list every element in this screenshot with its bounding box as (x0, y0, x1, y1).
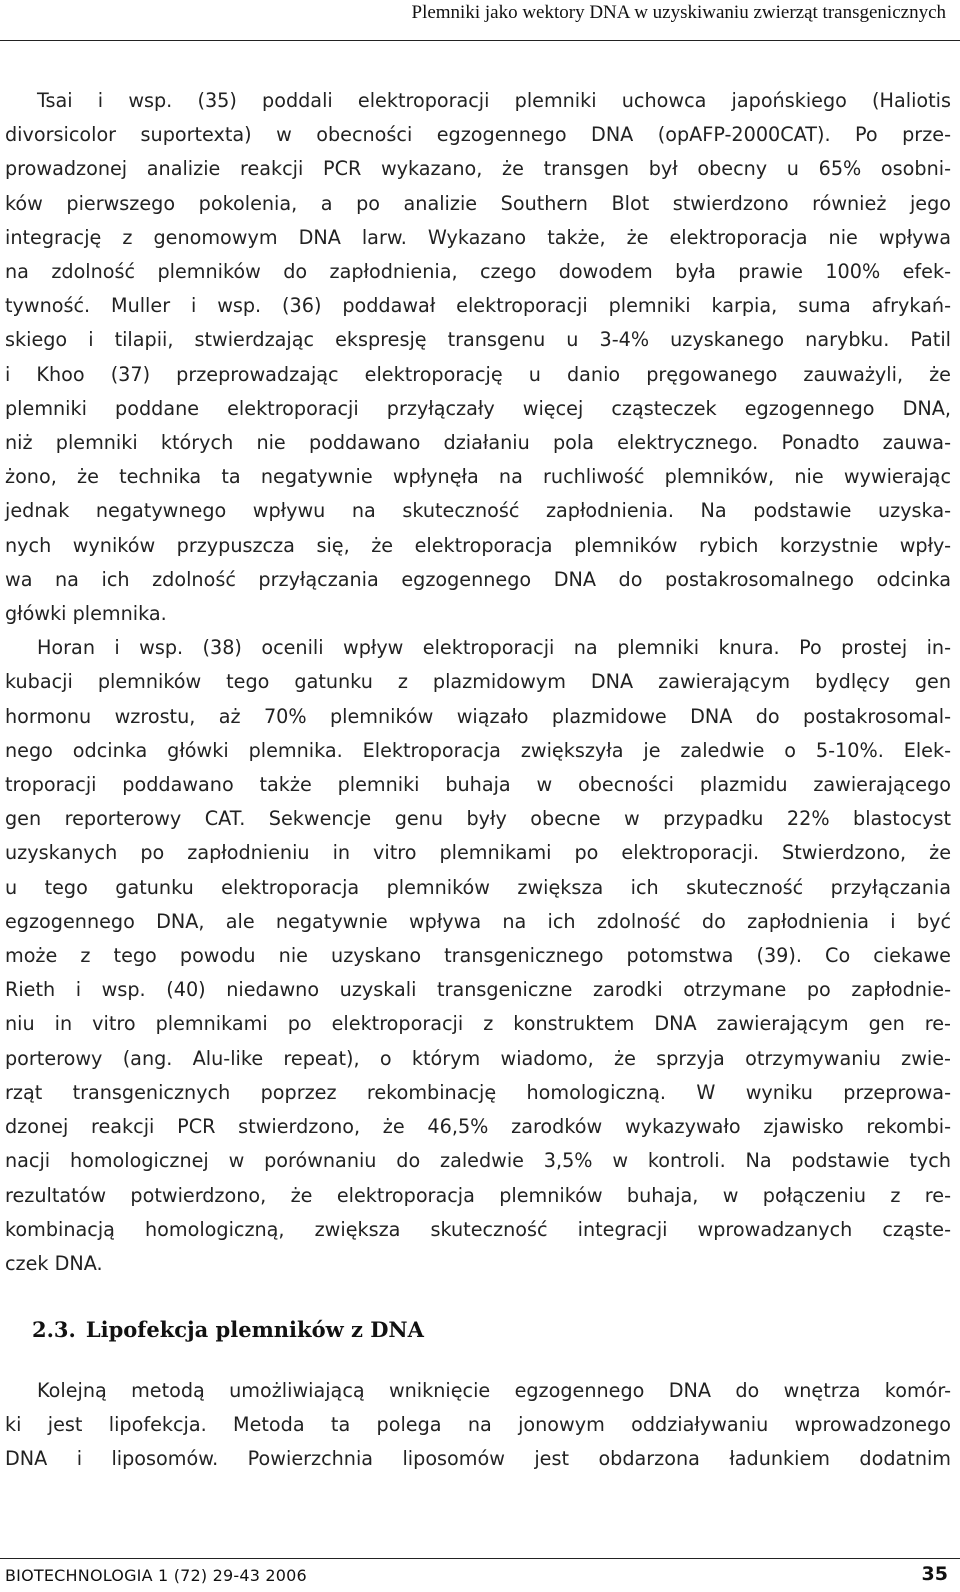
text-line: niż plemniki których nie poddawano działaniu pola elektrycznego. Ponadto zauwa- (5, 431, 951, 455)
text-line: prowadzonej analizie reakcji PCR wykazano, że transgen był obecny u 65% osobni- (5, 157, 951, 181)
text-line: plemniki poddane elektroporacji przyłączały więcej cząsteczek egzogennego DNA, (5, 396, 951, 420)
section-2-text (5, 1374, 951, 1477)
text-line: czek DNA. (5, 1251, 103, 1275)
section-heading (32, 1317, 424, 1342)
text-line: troporacji poddawano także plemniki buhaja w obecności plazmidu zawierającego (5, 773, 951, 797)
text-line: Horan i wsp. (38) ocenili wpływ elektroporacji na plemniki knura. Po prostej in- (37, 636, 951, 660)
text-line: Tsai i wsp. (35) poddali elektroporacji plemniki uchowca japońskiego (Haliotis (37, 89, 951, 112)
text-line: główki plemnika. (5, 602, 167, 626)
text-line: może z tego powodu nie uzyskano transgenicznego potomstwa (39). Co ciekawe (5, 944, 951, 968)
text-line: tywność. Muller i wsp. (36) poddawał elektroporacji plemniki karpia, suma afrykań- (5, 294, 951, 318)
text-line: kubacji plemników tego gatunku z plazmidowym DNA zawierającym bydlęcy gen (5, 670, 951, 694)
text-line: i Khoo (37) przeprowadzając elektroporację u danio pręgowanego zauważyli, że (5, 362, 951, 386)
text-line: divorsicolor suportexta) w obecności egzogennego DNA (opAFP-2000CAT). Po prze- (5, 123, 951, 147)
text-line: wa na ich zdolność przyłączania egzogennego DNA do postakrosomalnego odcinka (5, 567, 951, 591)
text-line: ków pierwszego pokolenia, a po analizie Southern Blot stwierdzono również jego (5, 191, 951, 215)
text-line: żono, że technika ta negatywnie wpłynęła na ruchliwość plemników, nie wywierając (5, 465, 951, 489)
text-line: integrację z genomowym DNA larw. Wykazano także, że elektroporacja nie wpływa (5, 225, 951, 249)
text-line: nego odcinka główki plemnika. Elektroporacja zwiększyła je zaledwie o 5-10%. Elek- (5, 738, 951, 762)
text-line: nacji homologicznej w porównaniu do zaledwie 3,5% w kontroli. Na podstawie tych (5, 1149, 951, 1173)
text-line: uzyskanych po zapłodnieniu in vitro plemnikami po elektroporacji. Stwierdzono, że (5, 841, 951, 865)
text-line: DNA i liposomów. Powierzchnia liposomów jest obdarzona ładunkiem dodatnim (5, 1447, 951, 1471)
text-line: ki jest lipofekcja. Metoda ta polega na jonowym oddziaływaniu wprowadzonego (5, 1413, 951, 1437)
header-rule (0, 40, 960, 41)
journal-citation: BIOTECHNOLOGIA 1 (72) 29-43 2006 (5, 1566, 307, 1585)
text-line: Kolejną metodą umożliwiającą wniknięcie egzogennego DNA do wnętrza komór- (37, 1379, 951, 1402)
section-title: Lipofekcja plemników z DNA (85, 1317, 424, 1342)
section-number: 2.3. (32, 1317, 76, 1342)
running-header: Plemniki jako wektory DNA w uzyskiwaniu zwierząt transgenicznych (411, 2, 946, 23)
text-line: kombinacją homologiczną, zwiększa skuteczność integracji wprowadzanych cząste- (5, 1217, 951, 1241)
text-line: rząt transgenicznych poprzez rekombinację homologiczną. W wyniku przeprowa- (5, 1080, 951, 1104)
section-1-text (5, 84, 951, 1281)
page-number: 35 (921, 1563, 948, 1585)
text-line: jednak negatywnego wpływu na skuteczność zapłodnienia. Na podstawie uzyska- (5, 499, 951, 523)
text-line: egzogennego DNA, ale negatywnie wpływa na ich zdolność do zapłodnienia i być (5, 909, 951, 933)
text-line: nych wyników przypuszcza się, że elektroporacja plemników rybich korzystnie wpły- (5, 533, 951, 557)
text-line: rezultatów potwierdzono, że elektroporacja plemników buhaja, w połączeniu z re- (5, 1183, 951, 1207)
text-line: Rieth i wsp. (40) niedawno uzyskali transgeniczne zarodki otrzymane po zapłodnie- (5, 978, 951, 1002)
text-line: gen reporterowy CAT. Sekwencje genu były obecne w przypadku 22% blastocyst (5, 807, 951, 831)
text-line: na zdolność plemników do zapłodnienia, czego dowodem była prawie 100% efek- (5, 260, 951, 284)
text-line: niu in vitro plemnikami po elektroporacji z konstruktem DNA zawierającym gen re- (5, 1012, 951, 1036)
text-line: skiego i tilapii, stwierdzając ekspresję transgenu u 3-4% uzyskanego narybku. Patil (5, 328, 951, 352)
text-line: porterowy (ang. Alu-like repeat), o którym wiadomo, że sprzyja otrzymywaniu zwie- (5, 1046, 951, 1070)
text-line: hormonu wzrostu, aż 70% plemników wiązało plazmidowe DNA do postakrosomal- (5, 704, 951, 728)
text-line: dzonej reakcji PCR stwierdzono, że 46,5% zarodków wykazywało zjawisko rekombi- (5, 1115, 951, 1139)
text-line: u tego gatunku elektroporacja plemników zwiększa ich skuteczność przyłączania (5, 875, 951, 899)
footer-rule (0, 1558, 960, 1559)
